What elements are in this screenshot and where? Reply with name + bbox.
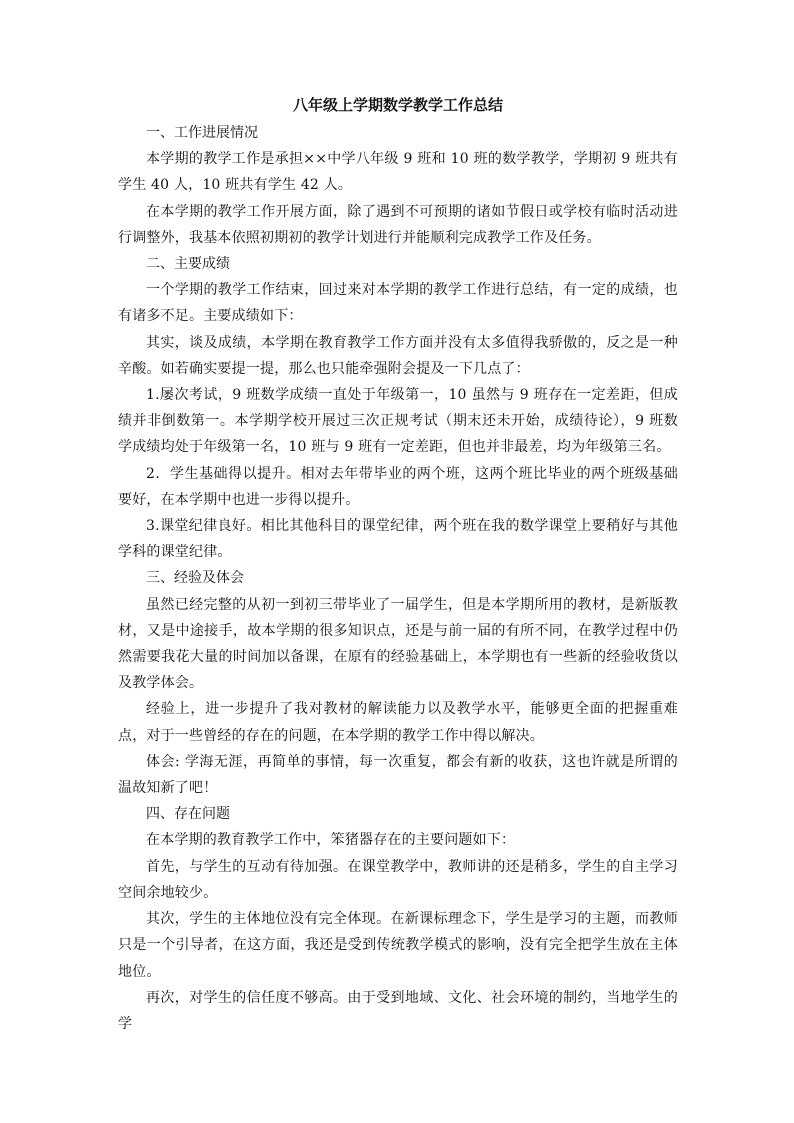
paragraph: 其次，学生的主体地位没有完全体现。在新课标理念下，学生是学习的主题，而教师只是一个引导者，在这方面，我还是受到传统教学模式的影响，没有完全把学生放在主体地位。: [118, 911, 678, 980]
paragraph: 本学期的教学工作是承担××中学八年级 9 班和 10 班的数学教学，学期初 9 班共有学生 40 人，10 班共有学生 42 人。: [118, 151, 678, 194]
paragraph: 其实，谈及成绩，本学期在教育教学工作方面并没有太多值得我骄傲的，反之是一种辛酸。如若确实要提一提，那么也只能牵强附会提及一下几点了：: [118, 334, 678, 377]
paragraph: 体会: 学海无涯，再简单的事情，每一次重复，都会有新的收获，这也许就是所谓的温故知新了吧！: [118, 753, 678, 797]
section-heading-2: 二、主要成绩: [146, 256, 230, 273]
paragraph: 首先，与学生的互动有待加强。在课堂教学中，教师讲的还是稍多，学生的自主学习空间余地较少。: [118, 858, 678, 901]
paragraph: 虽然已经完整的从初一到初三带毕业了一届学生，但是本学期所用的教材，是新版教材，又是中途接手，故本学期的很多知识点，还是与前一届的有所不同，在教学过程中仍然需要我花大量的时间加以备课，在原有的经验基础上，本学期也有一些新的经验收货以及教学体会。: [118, 596, 678, 692]
section-heading-1: 一、工作进展情况: [146, 125, 258, 141]
paragraph: 经验上，进一步提升了我对教材的解读能力以及教学水平，能够更全面的把握重难点，对于一些曾经的存在的问题，在本学期的教学工作中得以解决。: [118, 701, 678, 744]
paragraph: 3.课堂纪律良好。相比其他科目的课堂纪律，两个班在我的数学课堂上要稍好与其他学科的课堂纪律。: [118, 518, 678, 561]
paragraph: 一个学期的教学工作结束，回过来对本学期的教学工作进行总结，有一定的成绩，也有诸多不足。主要成绩如下：: [118, 282, 678, 325]
document-page: [118, 92, 678, 1037]
paragraph: 在本学期的教学工作开展方面，除了遇到不可预期的诸如节假日或学校有临时活动进行调整外，我基本依照初期初的教学计划进行并能顺利完成教学工作及任务。: [118, 203, 678, 246]
paragraph: 再次，对学生的信任度不够高。由于受到地域、文化、社会环境的制约，当地学生的学: [118, 989, 678, 1032]
paragraph: 1.屡次考试，9 班数学成绩一直处于年级第一，10 虽然与 9 班存在一定差距，但成绩并非倒数第一。本学期学校开展过三次正规考试（期末还未开始，成绩待论），9 班数学成绩均处于年级第一名，10 班与 9 班有一定差距，但也并非最差，均为年级第三名。: [118, 387, 678, 456]
paragraph: 2．学生基础得以提升。相对去年带毕业的两个班，这两个班比毕业的两个班级基础要好，在本学期中也进一步得以提升。: [118, 465, 678, 508]
paragraph: 在本学期的教育教学工作中，笨猪器存在的主要问题如下：: [146, 832, 516, 849]
section-heading-3: 三、经验及体会: [146, 570, 244, 587]
section-heading-4: 四、存在问题: [146, 806, 230, 823]
document-title: 八年级上学期数学教学工作总结: [292, 96, 503, 114]
